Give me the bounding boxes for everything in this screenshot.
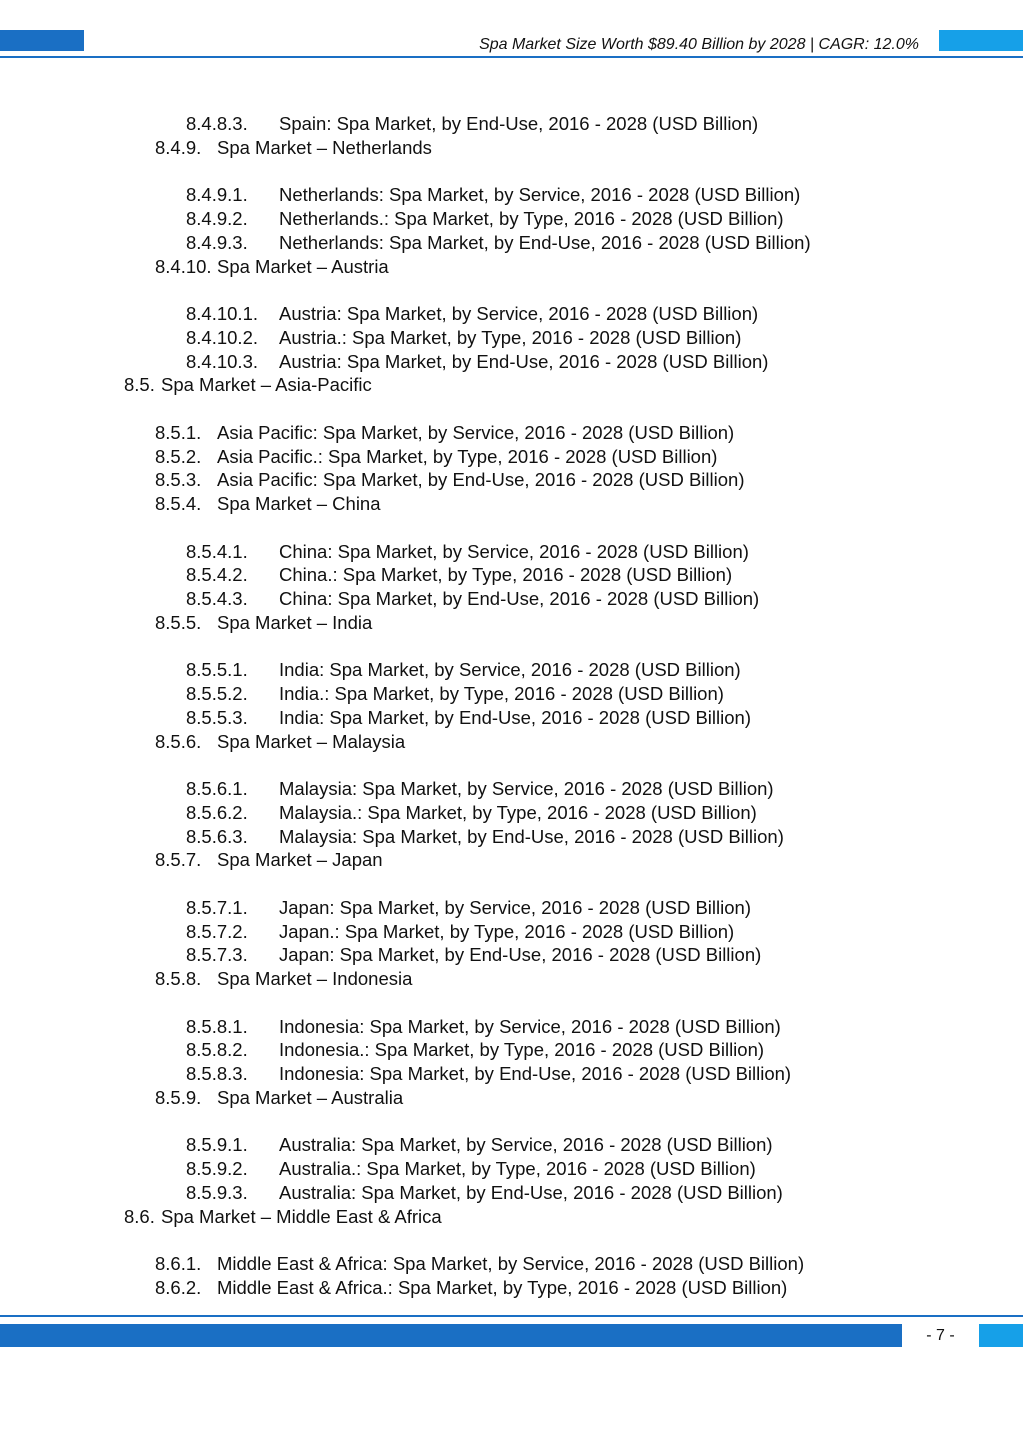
toc-entry-title: Spa Market – Middle East & Africa (161, 1205, 442, 1227)
toc-entry (0, 207, 1023, 231)
toc-entry (0, 231, 1023, 255)
toc-entry (0, 1276, 1023, 1300)
footer-rule (0, 1315, 1023, 1317)
toc-entry (0, 896, 1023, 920)
toc-entry-number: 8.4.8.3. (186, 113, 248, 134)
toc-entry-title: India: Spa Market, by Service, 2016 - 2028 (USD Billion) (279, 659, 741, 681)
toc-entry (0, 350, 1023, 374)
toc-entry (0, 777, 1023, 801)
toc-spacer (0, 516, 1023, 540)
toc-entry-title: Australia: Spa Market, by Service, 2016 - 2028 (USD Billion) (279, 1134, 773, 1156)
toc-entry (0, 112, 1023, 136)
toc-entry-number: 8.5.2. (155, 445, 202, 467)
toc-entry (0, 136, 1023, 160)
toc-entry-number: 8.6. (124, 1205, 155, 1227)
toc-entry-title: Spa Market – China (217, 493, 381, 514)
toc-entry-title: Australia: Spa Market, by End-Use, 2016 - 2028 (USD Billion) (279, 1181, 783, 1203)
toc-spacer (0, 991, 1023, 1015)
toc-entry-title: Netherlands.: Spa Market, by Type, 2016 - 2028 (USD Billion) (279, 208, 784, 229)
toc-entry-title: Indonesia: Spa Market, by Service, 2016 - 2028 (USD Billion) (279, 1015, 781, 1037)
toc-entry-title: Japan: Spa Market, by End-Use, 2016 - 2028 (USD Billion) (279, 944, 762, 966)
header-title: Spa Market Size Worth $89.40 Billion by 2028 | CAGR: 12.0% (479, 36, 919, 53)
toc-entry-title: Spa Market – Indonesia (217, 968, 413, 989)
toc-entry-number: 8.5.9.3. (186, 1181, 248, 1203)
toc-entry-title: Austria: Spa Market, by End-Use, 2016 - 2028 (USD Billion) (279, 350, 769, 372)
toc-entry (0, 1252, 1023, 1276)
toc-entry-number: 8.5.4.1. (186, 540, 248, 562)
toc-entry (0, 682, 1023, 706)
toc-entry-number: 8.4.9.3. (186, 231, 248, 253)
toc-entry-title: Netherlands: Spa Market, by Service, 2016 - 2028 (USD Billion) (279, 184, 801, 206)
toc-entry-title: Spa Market – Malaysia (217, 730, 406, 752)
toc-entry-number: 8.5.6.2. (186, 801, 248, 823)
toc-entry-number: 8.5.8.2. (186, 1039, 248, 1061)
toc-entry-number: 8.5.4.2. (186, 564, 248, 586)
toc-entry-title: Netherlands: Spa Market, by End-Use, 2016 - 2028 (USD Billion) (279, 231, 811, 253)
toc-entry (0, 1133, 1023, 1157)
toc-entry (0, 1062, 1023, 1086)
toc-entry-number: 8.5.7.2. (186, 920, 248, 942)
toc-entry-title: Asia Pacific: Spa Market, by End-Use, 2016 - 2028 (USD Billion) (217, 469, 745, 491)
toc-entry (0, 1181, 1023, 1205)
toc-entry-title: Australia.: Spa Market, by Type, 2016 - 2028 (USD Billion) (279, 1158, 756, 1179)
toc-entry-title: Spa Market – Austria (217, 255, 389, 277)
toc-entry-title: Austria: Spa Market, by Service, 2016 - 2028 (USD Billion) (279, 303, 759, 324)
toc-entry-number: 8.5.5. (155, 611, 202, 633)
toc-entry-title: Indonesia.: Spa Market, by Type, 2016 - 2028 (USD Billion) (279, 1039, 765, 1061)
toc-entry-title: Asia Pacific: Spa Market, by Service, 2016 - 2028 (USD Billion) (217, 421, 735, 443)
toc-entry-number: 8.5.6. (155, 730, 202, 752)
toc-entry (0, 373, 1023, 397)
toc-entry-number: 8.4.9.1. (186, 184, 248, 206)
toc-entry (0, 943, 1023, 967)
toc-entry-number: 8.5.4.3. (186, 588, 248, 609)
toc-entry-title: Spa Market – Australia (217, 1086, 404, 1108)
toc-entry-number: 8.4.10.3. (186, 350, 259, 372)
toc-entry (0, 302, 1023, 326)
toc-entry-number: 8.4.10.1. (186, 303, 259, 324)
header-rule (0, 56, 1023, 58)
toc-entry-number: 8.5.9. (155, 1086, 202, 1108)
toc-entry-title: Malaysia: Spa Market, by Service, 2016 - 2028 (USD Billion) (279, 778, 774, 799)
toc-entry-title: Middle East & Africa: Spa Market, by Service, 2016 - 2028 (USD Billion) (217, 1253, 805, 1274)
toc-entry-title: Spa Market – India (217, 611, 373, 633)
toc-entry (0, 421, 1023, 445)
toc-entry (0, 706, 1023, 730)
toc-entry-number: 8.5.1. (155, 421, 202, 443)
toc-entry-number: 8.5.5.1. (186, 659, 248, 681)
toc-entry (0, 611, 1023, 635)
toc-entry-title: India.: Spa Market, by Type, 2016 - 2028 (USD Billion) (279, 683, 724, 704)
toc-entry (0, 563, 1023, 587)
header-bar-right (939, 30, 1023, 51)
toc-entry-number: 8.5.8.3. (186, 1063, 248, 1084)
table-of-contents (0, 112, 1023, 1300)
toc-entry-number: 8.5.7.1. (186, 896, 248, 918)
toc-entry (0, 967, 1023, 991)
toc-entry-title: China: Spa Market, by Service, 2016 - 2028 (USD Billion) (279, 540, 749, 562)
toc-entry-number: 8.5. (124, 374, 155, 396)
toc-entry (0, 1015, 1023, 1039)
toc-entry-title: Asia Pacific.: Spa Market, by Type, 2016 - 2028 (USD Billion) (217, 445, 718, 467)
toc-entry-title: Japan: Spa Market, by Service, 2016 - 2028 (USD Billion) (279, 896, 751, 918)
toc-entry (0, 730, 1023, 754)
toc-entry-number: 8.4.9.2. (186, 208, 248, 229)
toc-spacer (0, 1228, 1023, 1252)
toc-entry (0, 801, 1023, 825)
toc-entry (0, 825, 1023, 849)
toc-entry (0, 492, 1023, 516)
toc-entry (0, 445, 1023, 469)
toc-entry (0, 1086, 1023, 1110)
toc-entry (0, 255, 1023, 279)
toc-entry-title: China: Spa Market, by End-Use, 2016 - 2028 (USD Billion) (279, 588, 760, 609)
footer-bar-right (979, 1324, 1023, 1347)
toc-entry-title: Japan.: Spa Market, by Type, 2016 - 2028 (USD Billion) (279, 920, 735, 942)
toc-entry-number: 8.5.5.3. (186, 706, 248, 728)
toc-entry (0, 326, 1023, 350)
toc-spacer (0, 1110, 1023, 1134)
toc-entry-number: 8.5.8.1. (186, 1015, 248, 1037)
toc-entry-number: 8.5.6.1. (186, 778, 248, 799)
toc-entry (0, 848, 1023, 872)
toc-entry-title: Spa Market – Japan (217, 849, 383, 871)
toc-entry-title: Spa Market – Asia-Pacific (161, 374, 372, 396)
toc-spacer (0, 635, 1023, 659)
toc-entry-number: 8.6.1. (155, 1253, 202, 1274)
toc-entry-number: 8.5.7. (155, 849, 202, 871)
toc-entry (0, 1157, 1023, 1181)
toc-entry-title: Malaysia: Spa Market, by End-Use, 2016 - 2028 (USD Billion) (279, 825, 784, 847)
toc-entry-number: 8.5.4. (155, 493, 202, 514)
toc-entry (0, 658, 1023, 682)
toc-entry-title: Spa Market – Netherlands (217, 136, 432, 158)
toc-entry-number: 8.4.10.2. (186, 326, 259, 348)
toc-entry (0, 468, 1023, 492)
toc-entry (0, 1205, 1023, 1229)
toc-entry (0, 920, 1023, 944)
toc-entry-number: 8.5.6.3. (186, 825, 248, 847)
toc-entry-number: 8.5.7.3. (186, 944, 248, 966)
toc-entry-title: Indonesia: Spa Market, by End-Use, 2016 - 2028 (USD Billion) (279, 1063, 792, 1084)
footer-bar-left (0, 1324, 902, 1347)
toc-entry-title: Middle East & Africa.: Spa Market, by Type, 2016 - 2028 (USD Billion) (217, 1276, 788, 1298)
toc-entry-number: 8.5.5.2. (186, 683, 248, 704)
page-number: - 7 - (926, 1327, 955, 1344)
toc-entry-number: 8.5.3. (155, 469, 202, 491)
toc-entry (0, 183, 1023, 207)
toc-spacer (0, 397, 1023, 421)
toc-entry (0, 587, 1023, 611)
toc-spacer (0, 160, 1023, 184)
toc-entry-title: China.: Spa Market, by Type, 2016 - 2028 (USD Billion) (279, 564, 733, 586)
toc-entry-number: 8.5.9.2. (186, 1158, 248, 1179)
toc-entry-title: Austria.: Spa Market, by Type, 2016 - 2028 (USD Billion) (279, 326, 742, 348)
toc-entry-number: 8.6.2. (155, 1276, 202, 1298)
toc-entry-number: 8.4.10. (155, 255, 212, 277)
toc-entry-title: Malaysia.: Spa Market, by Type, 2016 - 2028 (USD Billion) (279, 801, 757, 823)
toc-entry-number: 8.5.8. (155, 968, 202, 989)
toc-entry (0, 540, 1023, 564)
toc-spacer (0, 753, 1023, 777)
toc-spacer (0, 278, 1023, 302)
header-bar-left (0, 30, 84, 51)
toc-spacer (0, 872, 1023, 896)
toc-entry-number: 8.5.9.1. (186, 1134, 248, 1156)
toc-entry-title: India: Spa Market, by End-Use, 2016 - 2028 (USD Billion) (279, 706, 751, 728)
toc-entry (0, 1038, 1023, 1062)
toc-entry-title: Spain: Spa Market, by End-Use, 2016 - 2028 (USD Billion) (279, 113, 759, 134)
toc-entry-number: 8.4.9. (155, 136, 202, 158)
